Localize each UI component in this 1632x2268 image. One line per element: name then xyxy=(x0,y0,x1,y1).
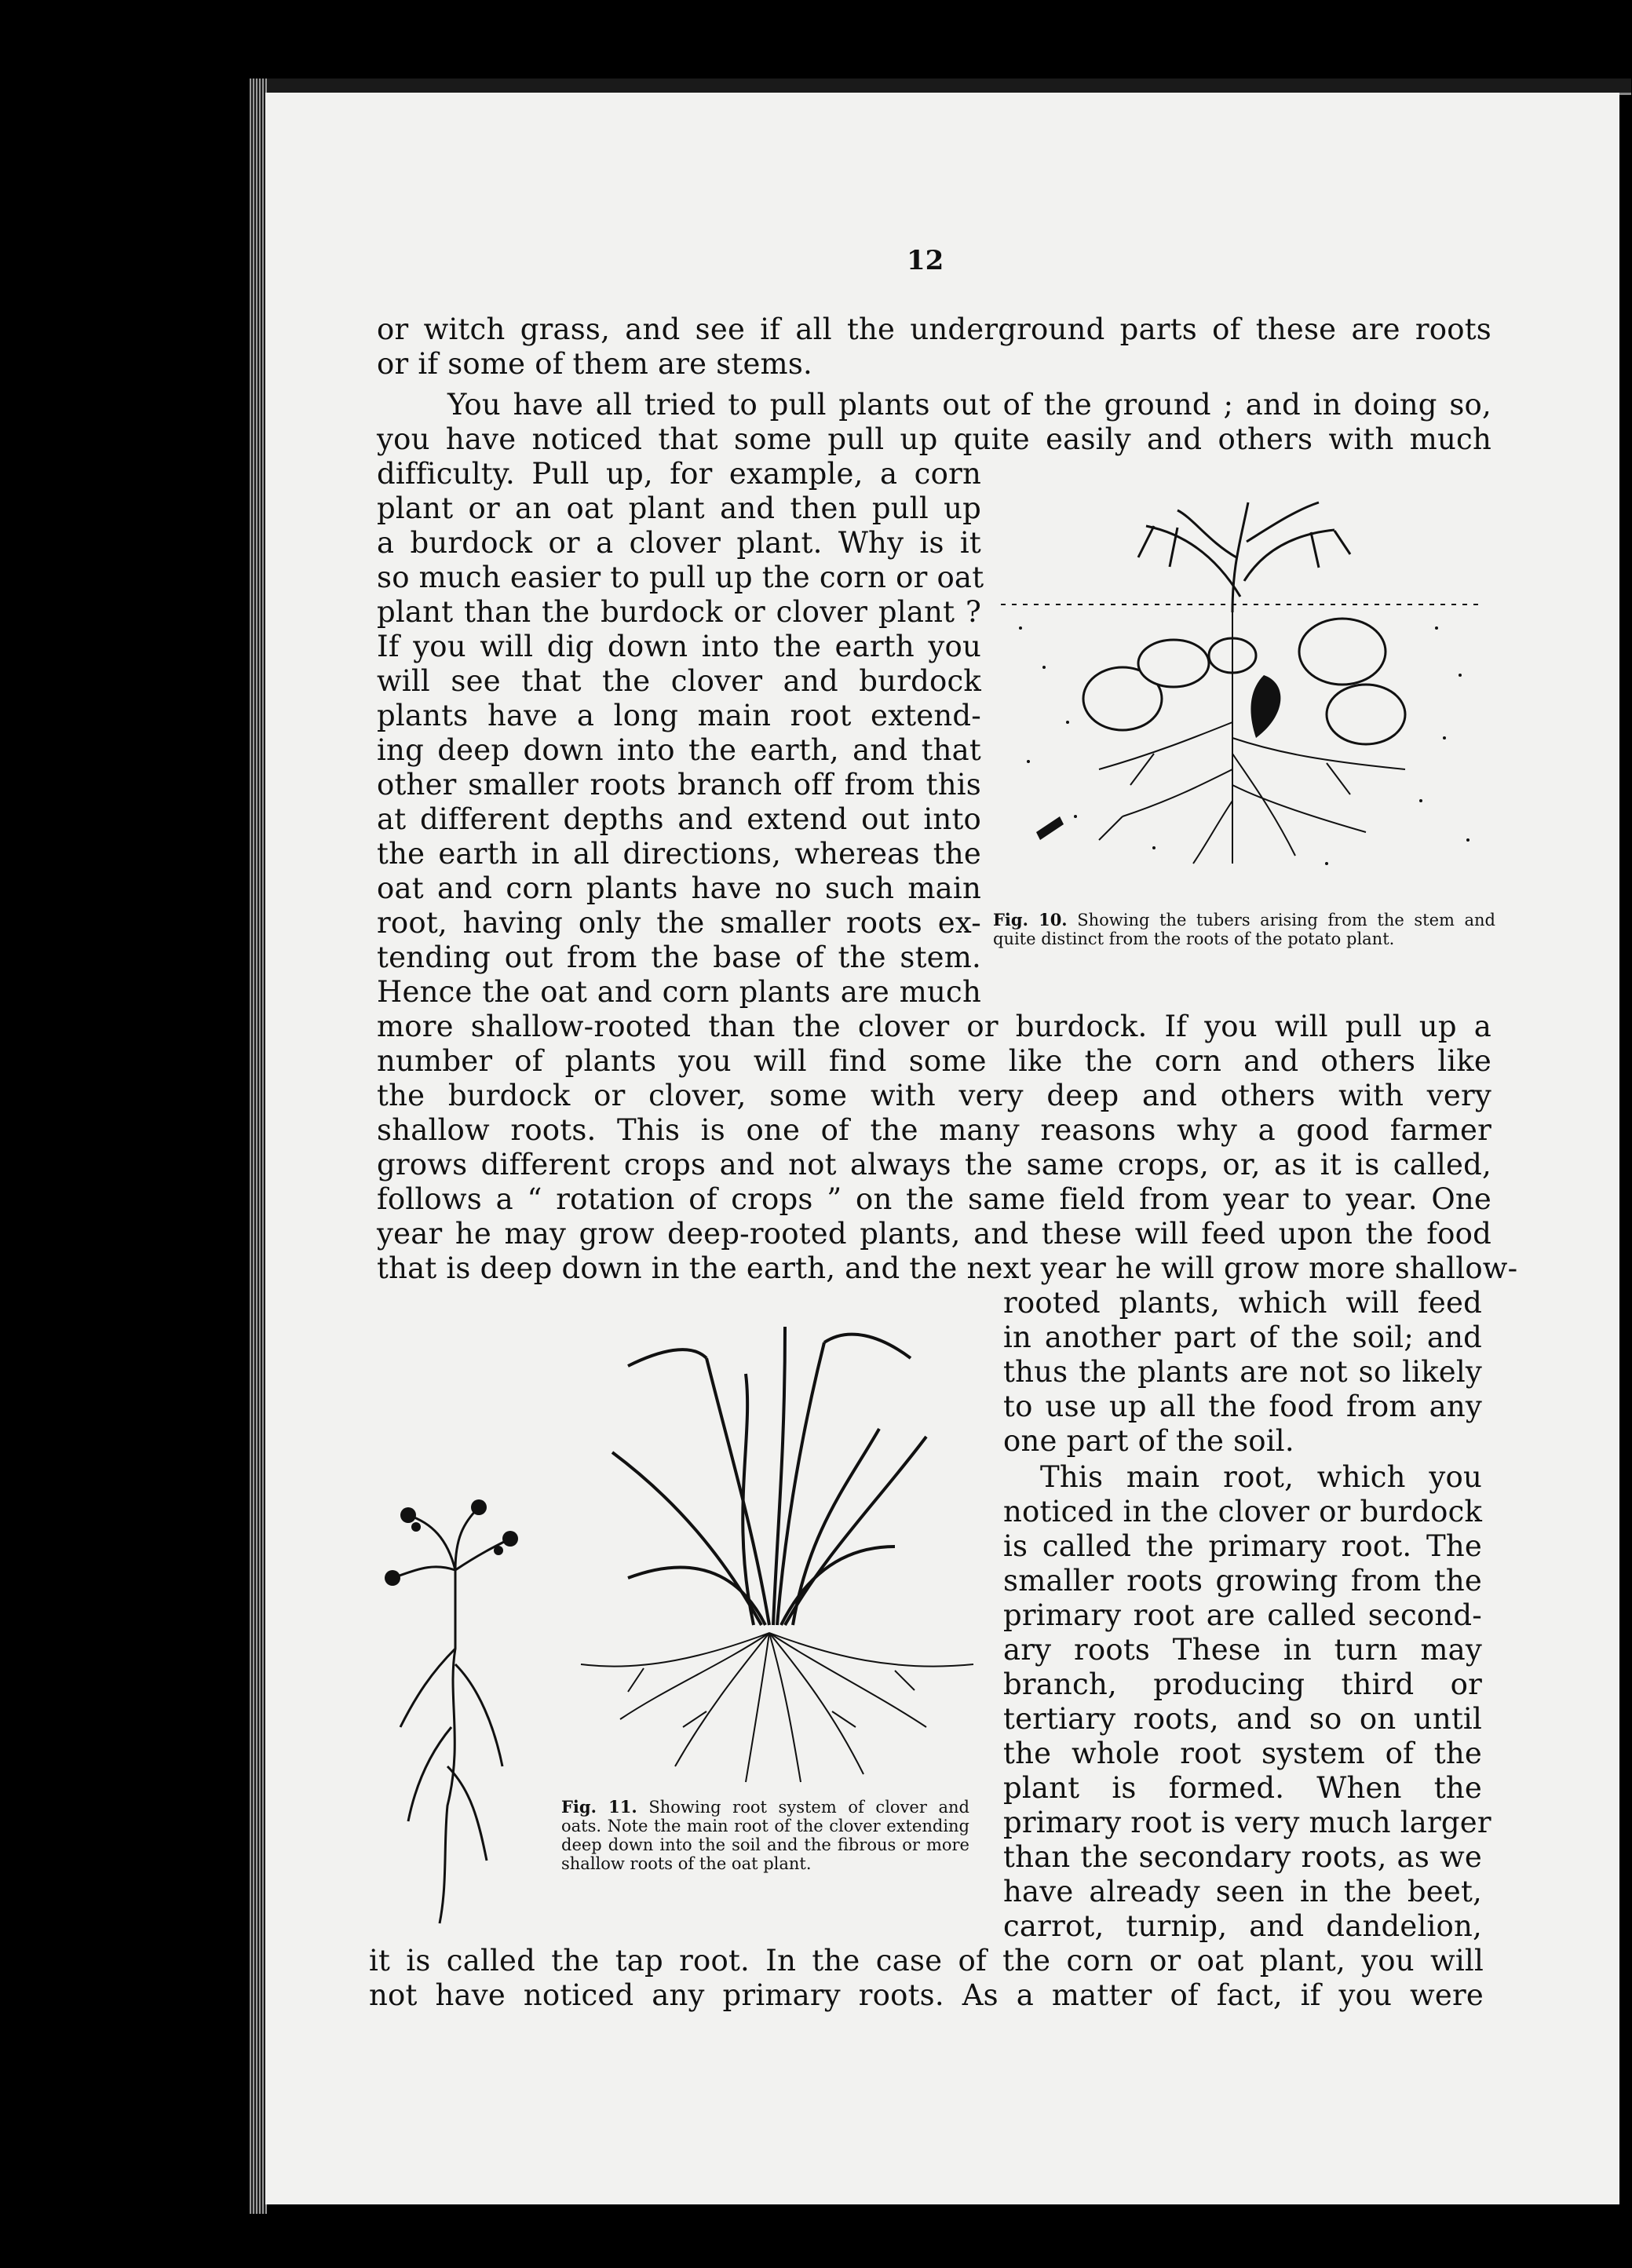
text-line: oat and corn plants have no such main xyxy=(377,871,981,905)
text-line: than the secondary roots, as we xyxy=(1003,1840,1482,1874)
text-line: to use up all the food from any xyxy=(1003,1390,1482,1423)
text-line: primary root is very much larger xyxy=(1003,1806,1491,1839)
text-line: smaller roots growing from the xyxy=(1003,1564,1482,1598)
text-line: other smaller roots branch off from this xyxy=(377,768,981,802)
text-line: difficulty. Pull up, for example, a corn xyxy=(377,457,981,491)
text-line: follows a “ rotation of crops ” on the same field from year to year. One xyxy=(377,1182,1491,1216)
text-line: grows different crops and not always the same crops, or, as it is called, xyxy=(377,1148,1491,1181)
text-line: tertiary roots, and so on until xyxy=(1003,1702,1482,1736)
text-line: more shallow-rooted than the clover or burdock. If you will pull up a xyxy=(377,1010,1491,1043)
figure-11-caption-text: Showing root system of clover and oats. Note the main root of the clover extending deep down into the soil and the fibrous or more shallow roots of the oat plant. xyxy=(561,1798,969,1873)
text-line: one part of the soil. xyxy=(1003,1424,1294,1458)
text-line: thus the plants are not so likely xyxy=(1003,1355,1482,1389)
text-line: This main root, which you xyxy=(1040,1460,1482,1494)
text-line: root, having only the smaller roots ex- xyxy=(377,906,981,940)
text-line: is called the primary root. The xyxy=(1003,1529,1482,1563)
text-line: or witch grass, and see if all the underground parts of these are roots xyxy=(377,312,1491,346)
figure-10-label: Fig. 10. xyxy=(993,910,1068,929)
text-line: in another part of the soil; and xyxy=(1003,1320,1482,1354)
oat-plant-illustration xyxy=(549,1295,989,1798)
text-line: noticed in the clover or burdock xyxy=(1003,1495,1483,1528)
text-line: branch, producing third or xyxy=(1003,1667,1482,1701)
figure-11-caption xyxy=(561,1798,969,1873)
text-line: ing deep down into the earth, and that xyxy=(377,733,981,767)
text-line: You have all tried to pull plants out of the ground ; and in doing so, xyxy=(447,388,1491,422)
text-line: plant than the burdock or clover plant ? xyxy=(377,595,981,629)
text-line: shallow roots. This is one of the many reasons why a good farmer xyxy=(377,1113,1491,1147)
text-line: a burdock or a clover plant. Why is it xyxy=(377,526,981,560)
page-number: 12 xyxy=(907,245,944,276)
text-line: you have noticed that some pull up quite easily and others with much xyxy=(377,422,1491,456)
text-line: it is called the tap root. In the case of the corn or oat plant, you will xyxy=(369,1944,1484,1978)
figure-10-caption-text: Showing the tubers arising from the stem and quite distinct from the roots of the potato plant. xyxy=(993,911,1495,948)
text-line: or if some of them are stems. xyxy=(377,347,812,381)
text-line: year he may grow deep-rooted plants, and these will feed upon the food xyxy=(377,1217,1491,1251)
text-line: Hence the oat and corn plants are much xyxy=(377,975,981,1009)
figure-11-label: Fig. 11. xyxy=(561,1797,637,1817)
text-line: the earth in all directions, whereas the xyxy=(377,837,981,871)
text-line: the burdock or clover, some with very deep and others with very xyxy=(377,1079,1491,1112)
text-line: that is deep down in the earth, and the next year he will grow more shallow- xyxy=(377,1251,1518,1285)
text-line: ary roots These in turn may xyxy=(1003,1633,1482,1667)
text-line: If you will dig down into the earth you xyxy=(377,630,981,663)
text-line: plants have a long main root extend- xyxy=(377,699,981,732)
text-line: plant is formed. When the xyxy=(1003,1771,1482,1805)
figure-10-caption xyxy=(993,911,1495,948)
text-line: rooted plants, which will feed xyxy=(1003,1286,1482,1320)
clover-plant-illustration xyxy=(369,1492,542,1931)
text-line: primary root are called second- xyxy=(1003,1598,1482,1632)
text-line: carrot, turnip, and dandelion, xyxy=(1003,1909,1482,1943)
text-line: not have noticed any primary roots. As a matter of fact, if you were xyxy=(369,1978,1484,2012)
text-line: tending out from the base of the stem. xyxy=(377,940,981,974)
text-line: at different depths and extend out into xyxy=(377,802,981,836)
book-edge-left xyxy=(250,79,267,2214)
text-line: the whole root system of the xyxy=(1003,1737,1482,1770)
text-line: number of plants you will find some like the corn and others like xyxy=(377,1044,1491,1078)
text-line: have already seen in the beet, xyxy=(1003,1875,1482,1908)
text-line: so much easier to pull up the corn or oat xyxy=(377,561,984,594)
potato-plant-illustration xyxy=(997,487,1484,879)
text-line: plant or an oat plant and then pull up xyxy=(377,491,981,525)
text-line: will see that the clover and burdock xyxy=(377,664,981,698)
